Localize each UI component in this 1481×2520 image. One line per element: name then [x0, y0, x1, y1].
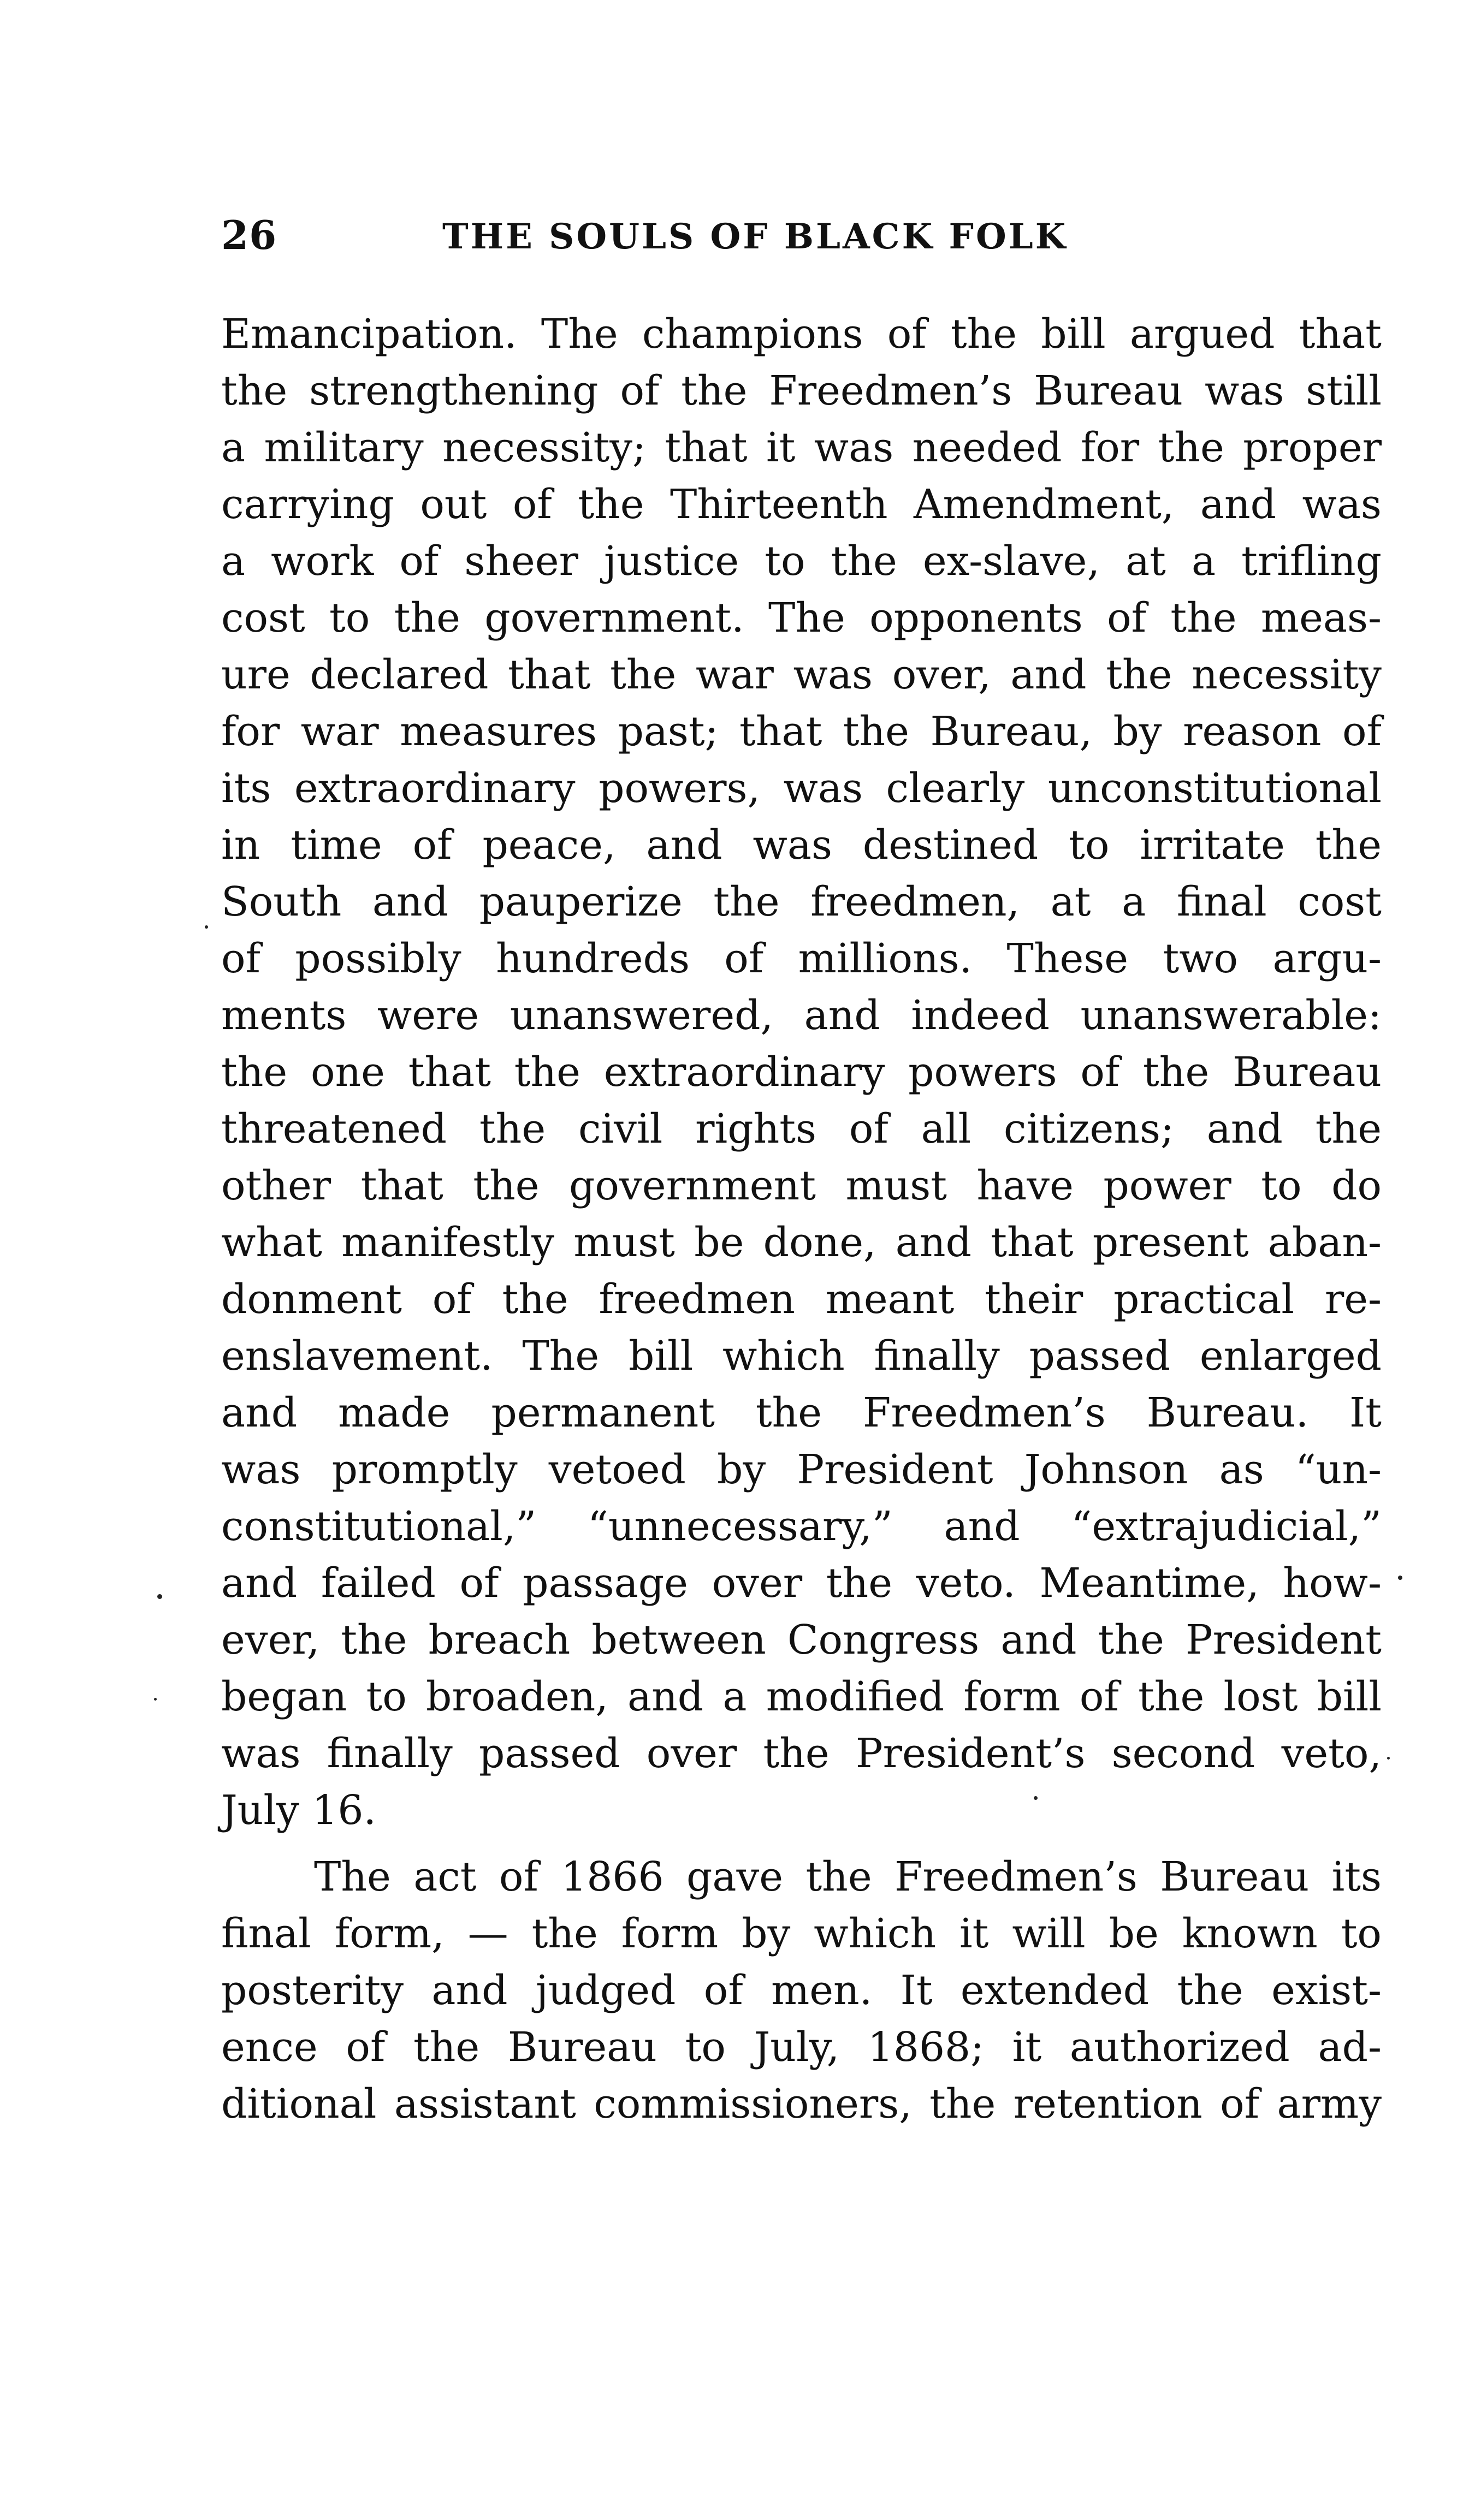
text-line: was finally passed over the President’s second veto, — [221, 1730, 1382, 1777]
paragraph-gap — [221, 1839, 1382, 1849]
text-line: and made permanent the Freedmen’s Bureau. It — [221, 1389, 1382, 1436]
text-line: in time of peace, and was destined to irritate the — [221, 822, 1382, 869]
text-line: enslavement. The bill which finally passed enlarged — [221, 1333, 1382, 1380]
scan-speck — [1034, 1796, 1038, 1800]
text-line: posterity and judged of men. It extended the exist- — [221, 1967, 1382, 2014]
text-line: The act of 1866 gave the Freedmen’s Bureau its — [314, 1853, 1382, 1900]
scan-speck — [1387, 1757, 1390, 1760]
text-line: cost to the government. The opponents of the meas- — [221, 595, 1382, 641]
scan-speck — [157, 1594, 162, 1599]
text-line: a military necessity; that it was needed for the proper — [221, 424, 1382, 471]
text-line: the one that the extraordinary powers of the Bureau — [221, 1049, 1382, 1096]
text-line: other that the government must have power to do — [221, 1162, 1382, 1209]
text-line: of possibly hundreds of millions. These two argu- — [221, 935, 1382, 982]
text-line: ence of the Bureau to July, 1868; it authorized ad- — [221, 2024, 1382, 2071]
body-text — [221, 306, 1382, 2132]
text-line: donment of the freedmen meant their practical re- — [221, 1276, 1382, 1323]
text-line: began to broaden, and a modified form of the lost bill — [221, 1673, 1382, 1720]
scan-speck — [1398, 1576, 1402, 1580]
text-line: threatened the civil rights of all citizens; and the — [221, 1106, 1382, 1152]
text-line: was promptly vetoed by President Johnson as “un- — [221, 1446, 1382, 1493]
text-line: final form, — the form by which it will be known to — [221, 1910, 1382, 1957]
text-line: carrying out of the Thirteenth Amendment, and was — [221, 481, 1382, 528]
text-line: for war measures past; that the Bureau, by reason of — [221, 708, 1382, 755]
text-line: and failed of passage over the veto. Meantime, how- — [221, 1560, 1382, 1607]
text-line: its extraordinary powers, was clearly unconstitutional — [221, 765, 1382, 812]
paragraph-2 — [221, 1849, 1382, 2132]
text-line: July 16. — [221, 1787, 377, 1834]
text-line: ditional assistant commissioners, the retention of army — [221, 2081, 1382, 2127]
text-line: ure declared that the war was over, and the necessity — [221, 651, 1382, 698]
text-line: constitutional,” “unnecessary,” and “extrajudicial,” — [221, 1503, 1382, 1550]
running-head — [221, 212, 1373, 272]
text-line: ever, the breach between Congress and the President — [221, 1616, 1382, 1663]
text-line: ments were unanswered, and indeed unanswerable: — [221, 992, 1382, 1039]
text-line: a work of sheer justice to the ex-slave, at a trifling — [221, 538, 1382, 585]
scan-speck — [205, 925, 208, 929]
text-line: Emancipation. The champions of the bill argued that — [221, 311, 1382, 358]
page-number: 26 — [221, 212, 277, 258]
paragraph-1 — [221, 306, 1382, 1839]
scan-speck — [154, 1698, 157, 1701]
text-line: South and pauperize the freedmen, at a final cost — [221, 878, 1382, 925]
text-line: what manifestly must be done, and that present aban- — [221, 1219, 1382, 1266]
book-title: THE SOULS OF BLACK FOLK — [442, 216, 1068, 257]
text-line: the strengthening of the Freedmen’s Bureau was still — [221, 367, 1382, 414]
